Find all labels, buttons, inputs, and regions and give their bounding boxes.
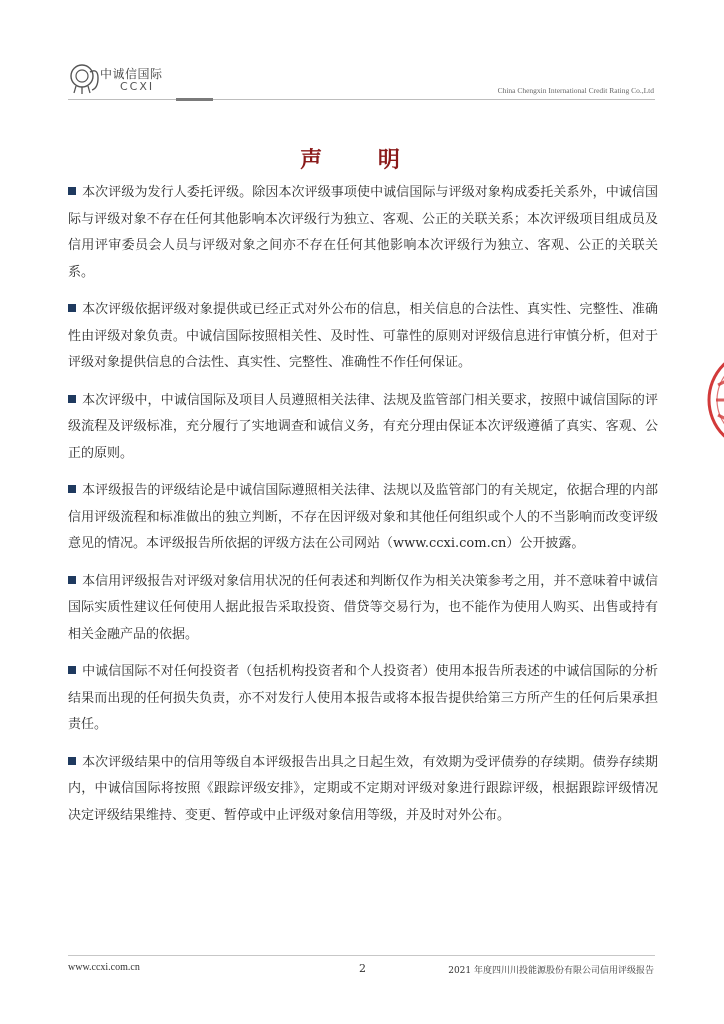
statement-paragraph <box>68 478 658 558</box>
footer-website: www.ccxi.com.cn <box>68 962 140 973</box>
header-rule <box>68 99 655 100</box>
square-bullet-icon <box>68 187 76 195</box>
square-bullet-icon <box>68 485 76 493</box>
logo-english-name: CCXI <box>120 80 155 93</box>
paragraph-text: 本次评级依据评级对象提供或已经正式对外公布的信息，相关信息的合法性、真实性、完整性、准确性由评级对象负责。中诚信国际按照相关性、及时性、可靠性的原则对评级信息进行审慎分析，但对于评级对象提供信息的合法性、真实性、完整性、准确性不作任何保证。 <box>68 302 658 370</box>
statement-paragraph <box>68 750 658 830</box>
red-seal-stamp-icon <box>704 345 724 455</box>
ccxi-logo <box>68 60 183 102</box>
paragraph-text: 本次评级为发行人委托评级。除因本次评级事项使中诚信国际与评级对象构成委托关系外，中诚信国际与评级对象不存在任何其他影响本次评级行为独立、客观、公正的关联关系；本次评级项目组成员及信用评审委员会人员与评级对象之间亦不存在任何其他影响本次评级行为独立、客观、公正的关联关系。 <box>68 185 658 280</box>
statement-paragraph <box>68 569 658 649</box>
square-bullet-icon <box>68 304 76 312</box>
statement-paragraph <box>68 297 658 377</box>
square-bullet-icon <box>68 576 76 584</box>
paragraph-text: 本次评级结果中的信用等级自本评级报告出具之日起生效，有效期为受评债券的存续期。债券存续期内，中诚信国际将按照《跟踪评级安排》，定期或不定期对评级对象进行跟踪评级，根据跟踪评级情况决定评级结果维持、变更、暂停或中止评级对象信用等级，并及时对外公布。 <box>68 754 658 823</box>
paragraph-text: 本评级报告的评级结论是中诚信国际遵照相关法律、法规以及监管部门的有关规定，依据合理的内部信用评级流程和标准做出的独立判断，不存在因评级对象和其他任何组织或个人的不当影响而改变评级意见的情况。本评级报告所依据的评级方法在公司网站（www.ccxi.com.cn）公开披露。 <box>68 483 658 551</box>
header-rule-accent <box>176 98 213 101</box>
paragraph-text: 中诚信国际不对任何投资者（包括机构投资者和个人投资者）使用本报告所表述的中诚信国际的分析结果而出现的任何损失负责，亦不对发行人使用本报告或将本报告提供给第三方所产生的任何后果承担责任。 <box>68 664 658 732</box>
footer-rule <box>68 955 655 956</box>
page-header <box>0 0 724 110</box>
square-bullet-icon <box>68 395 76 403</box>
logo-chinese-name: 中诚信国际 <box>100 67 163 81</box>
square-bullet-icon <box>68 666 76 674</box>
footer-report-title: 2021 年度四川川投能源股份有限公司信用评级报告 <box>448 966 654 976</box>
page-title: 声 明 <box>300 148 424 173</box>
page-number: 2 <box>359 962 366 975</box>
statement-paragraph <box>68 388 658 468</box>
statement-paragraph <box>68 659 658 739</box>
statement-body <box>68 180 658 840</box>
square-bullet-icon <box>68 757 76 765</box>
paragraph-text: 本信用评级报告对评级对象信用状况的任何表述和判断仅作为相关决策参考之用，并不意味着中诚信国际实质性建议任何使用人据此报告采取投资、借贷等交易行为，也不能作为使用人购买、出售或持有相关金融产品的依据。 <box>68 573 658 642</box>
company-english-name: China Chengxin International Credit Rating Co.,Ltd <box>497 86 654 95</box>
statement-paragraph <box>68 180 658 286</box>
paragraph-text: 本次评级中，中诚信国际及项目人员遵照相关法律、法规及监管部门相关要求，按照中诚信国际的评级流程及评级标准，充分履行了实地调查和诚信义务，有充分理由保证本次评级遵循了真实、客观、公正的原则。 <box>68 392 658 461</box>
